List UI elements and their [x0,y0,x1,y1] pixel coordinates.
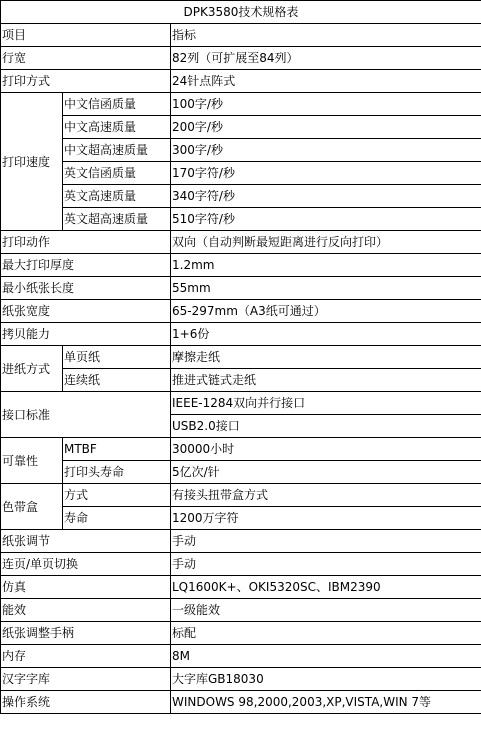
table-row [1,691,481,714]
row-label: 接口标准 [1,392,171,438]
row-value: IEEE-1284双向并行接口 [171,392,481,415]
row-value: 200字/秒 [171,116,481,139]
table-title: DPK3580技术规格表 [1,1,481,24]
table-row [1,668,481,691]
table-row [1,24,481,47]
row-label: 最小纸张长度 [1,277,171,300]
row-value: LQ1600K+、OKI5320SC、IBM2390 [171,576,481,599]
table-row [1,231,481,254]
sub-label: 中文信函质量 [63,93,171,116]
table-row [1,93,481,116]
sub-label: MTBF [63,438,171,461]
row-value: 510字符/秒 [171,208,481,231]
sub-label: 单页纸 [63,346,171,369]
row-value: 指标 [171,24,481,47]
row-label: 进纸方式 [1,346,63,392]
row-value: 24针点阵式 [171,70,481,93]
table-row [1,622,481,645]
row-value: 双向（自动判断最短距离进行反向打印） [171,231,481,254]
table-row [1,484,481,507]
table-row [1,553,481,576]
table-row [1,369,481,392]
row-label: 拷贝能力 [1,323,171,346]
row-label: 纸张调整手柄 [1,622,171,645]
row-label: 行宽 [1,47,171,70]
sub-label: 寿命 [63,507,171,530]
title-row [1,1,481,24]
spec-table-body [1,1,481,714]
table-row [1,599,481,622]
row-label: 操作系统 [1,691,171,714]
row-label: 能效 [1,599,171,622]
row-value: WINDOWS 98,2000,2003,XP,VISTA,WIN 7等 [171,691,481,714]
table-row [1,162,481,185]
sub-label: 英文超高速质量 [63,208,171,231]
row-value: 65-297mm（A3纸可通过） [171,300,481,323]
table-row [1,530,481,553]
row-value: 8M [171,645,481,668]
table-row [1,47,481,70]
table-row [1,576,481,599]
table-row [1,277,481,300]
row-label: 仿真 [1,576,171,599]
row-value: 大字库GB18030 [171,668,481,691]
row-label: 打印方式 [1,70,171,93]
row-label: 色带盒 [1,484,63,530]
table-row [1,254,481,277]
table-row [1,208,481,231]
row-label: 可靠性 [1,438,63,484]
table-row [1,438,481,461]
sub-label: 中文超高速质量 [63,139,171,162]
row-value: 170字符/秒 [171,162,481,185]
row-value: 5亿次/针 [171,461,481,484]
row-label: 打印速度 [1,93,63,231]
row-value: 100字/秒 [171,93,481,116]
row-label: 汉字字库 [1,668,171,691]
row-value: 手动 [171,553,481,576]
row-label: 项目 [1,24,171,47]
table-row [1,185,481,208]
table-row [1,323,481,346]
table-row [1,116,481,139]
row-value: 推进式链式走纸 [171,369,481,392]
sub-label: 连续纸 [63,369,171,392]
row-value: 1.2mm [171,254,481,277]
row-value: USB2.0接口 [171,415,481,438]
table-row [1,645,481,668]
row-value: 1200万字符 [171,507,481,530]
row-value: 有接头扭带盒方式 [171,484,481,507]
table-row [1,346,481,369]
row-value: 手动 [171,530,481,553]
sub-label: 中文高速质量 [63,116,171,139]
row-value: 一级能效 [171,599,481,622]
table-row [1,70,481,93]
sub-label: 英文高速质量 [63,185,171,208]
table-row [1,139,481,162]
row-value: 1+6份 [171,323,481,346]
row-label: 纸张宽度 [1,300,171,323]
row-label: 连页/单页切换 [1,553,171,576]
row-label: 打印动作 [1,231,171,254]
table-row [1,507,481,530]
table-row [1,300,481,323]
row-value: 30000小时 [171,438,481,461]
row-value: 55mm [171,277,481,300]
row-value: 340字符/秒 [171,185,481,208]
row-value: 82列（可扩展至84列） [171,47,481,70]
row-label: 最大打印厚度 [1,254,171,277]
sub-label: 英文信函质量 [63,162,171,185]
table-row [1,392,481,415]
row-label: 纸张调节 [1,530,171,553]
row-value: 摩擦走纸 [171,346,481,369]
sub-label: 方式 [63,484,171,507]
table-row [1,461,481,484]
row-value: 300字/秒 [171,139,481,162]
row-value: 标配 [171,622,481,645]
sub-label: 打印头寿命 [63,461,171,484]
row-label: 内存 [1,645,171,668]
